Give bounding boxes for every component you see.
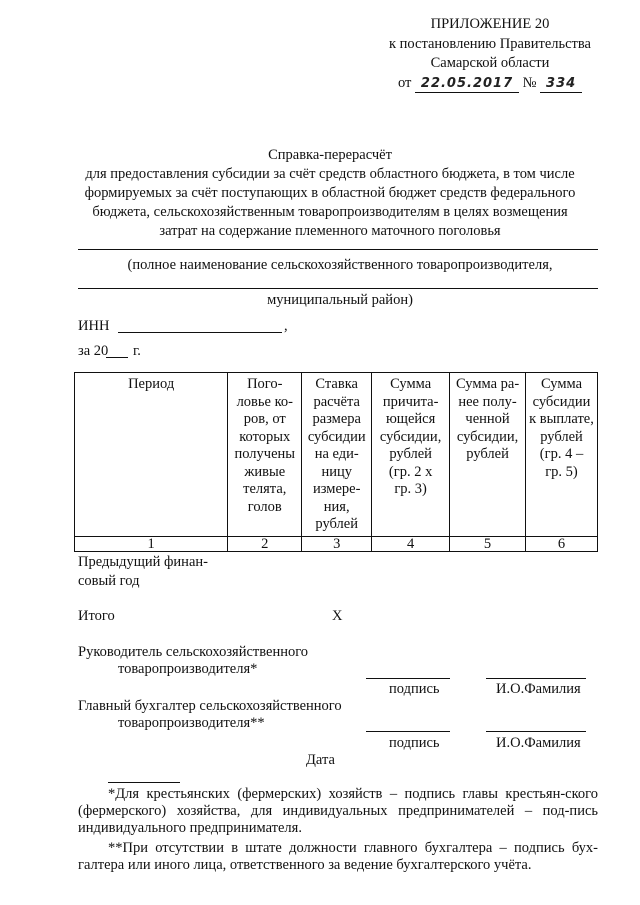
document-heading: Справка-перерасчёт [268, 147, 392, 163]
acct-name-caption: И.О.Фамилия [496, 735, 581, 751]
acct-title-2: товаропроизводителя** [118, 715, 265, 731]
number-label: № [522, 75, 537, 91]
header-received-amount: Сумма ра- нее полу- ченной субсидии, рублей [450, 373, 526, 537]
col-number: 3 [302, 537, 372, 552]
title-line-2: формируемых за счёт поступающих в областной бюджет средств федерального [84, 185, 576, 201]
producer-name-line [78, 248, 598, 250]
col-number: 4 [372, 537, 450, 552]
header-rate: Ставка расчёта размера субсидии на еди- ницу измере- ния, рублей [302, 373, 372, 537]
head-title-1: Руководитель сельскохозяйственного [78, 644, 309, 660]
footnote-1: *Для крестьянских (фермерских) хозяйств – подпись главы крестьян-ского (фермерского) хозяйства, для индивидуальных предпринимателей – под-пись индивидуального предпринимателя. [78, 786, 598, 836]
district-line [78, 287, 598, 289]
from-label: от [398, 75, 412, 91]
title-line-3: бюджета, сельскохозяйственным товаропроизводителям в целях возмещения [92, 204, 568, 220]
total-x-mark: Х [332, 608, 343, 624]
decree-ref [398, 75, 598, 93]
header-due-amount: Сумма причита- ющейся субсидии, рублей (гр. 2 х гр. 3) [372, 373, 450, 537]
district-caption: муниципальный район) [267, 292, 413, 308]
title-line-1: для предоставления субсидии за счёт средств областного бюджета, в том числе [85, 166, 575, 182]
footnote-2: **При отсутствии в штате должности главного бухгалтера – подпись бух-галтера или иного лица, ответственного за ведение бухгалтерского учёта. [78, 840, 598, 873]
col-number: 1 [75, 537, 228, 552]
inn-comma: , [284, 318, 288, 334]
year-label: за 20 [78, 343, 109, 359]
col-number: 2 [228, 537, 302, 552]
table-header-row [75, 373, 598, 537]
prev-year-label-2: совый год [78, 573, 140, 589]
head-signature-caption: подпись [389, 681, 440, 697]
header-period: Период [75, 373, 228, 537]
appendix-line-3: Самарской области [430, 55, 550, 71]
col-number: 6 [526, 537, 598, 552]
head-title-2: товаропроизводителя* [118, 661, 258, 677]
col-number: 5 [450, 537, 526, 552]
header-payable-amount: Сумма субсидии к выплате, рублей (гр. 4 – гр. 5) [526, 373, 598, 537]
footnote-separator [108, 781, 180, 783]
total-label: Итого [78, 608, 115, 624]
inn-label: ИНН [78, 318, 110, 334]
date-label: Дата [306, 752, 335, 768]
subsidy-table [74, 372, 598, 552]
acct-signature-caption: подпись [389, 735, 440, 751]
head-signature-line [366, 677, 450, 679]
inn-line [118, 331, 282, 333]
head-name-line [486, 677, 586, 679]
prev-year-label-1: Предыдущий финан- [78, 554, 208, 570]
title-line-4: затрат на содержание племенного маточного поголовья [159, 223, 501, 239]
head-name-caption: И.О.Фамилия [496, 681, 581, 697]
table-number-row [75, 537, 598, 552]
producer-caption: (полное наименование сельскохозяйственного товаропроизводителя, [127, 257, 553, 273]
year-line [106, 356, 128, 358]
acct-title-1: Главный бухгалтер сельскохозяйственного [78, 698, 342, 714]
appendix-line-2: к постановлению Правительства [389, 36, 591, 52]
handwritten-number: 334 [540, 75, 582, 93]
year-suffix: г. [133, 343, 141, 359]
handwritten-date: 22.05.2017 [415, 75, 519, 93]
appendix-title: ПРИЛОЖЕНИЕ 20 [430, 16, 550, 32]
acct-name-line [486, 730, 586, 732]
header-livestock: Пого- ловье ко- ров, от которых получены живые телята, голов [228, 373, 302, 537]
acct-signature-line [366, 730, 450, 732]
